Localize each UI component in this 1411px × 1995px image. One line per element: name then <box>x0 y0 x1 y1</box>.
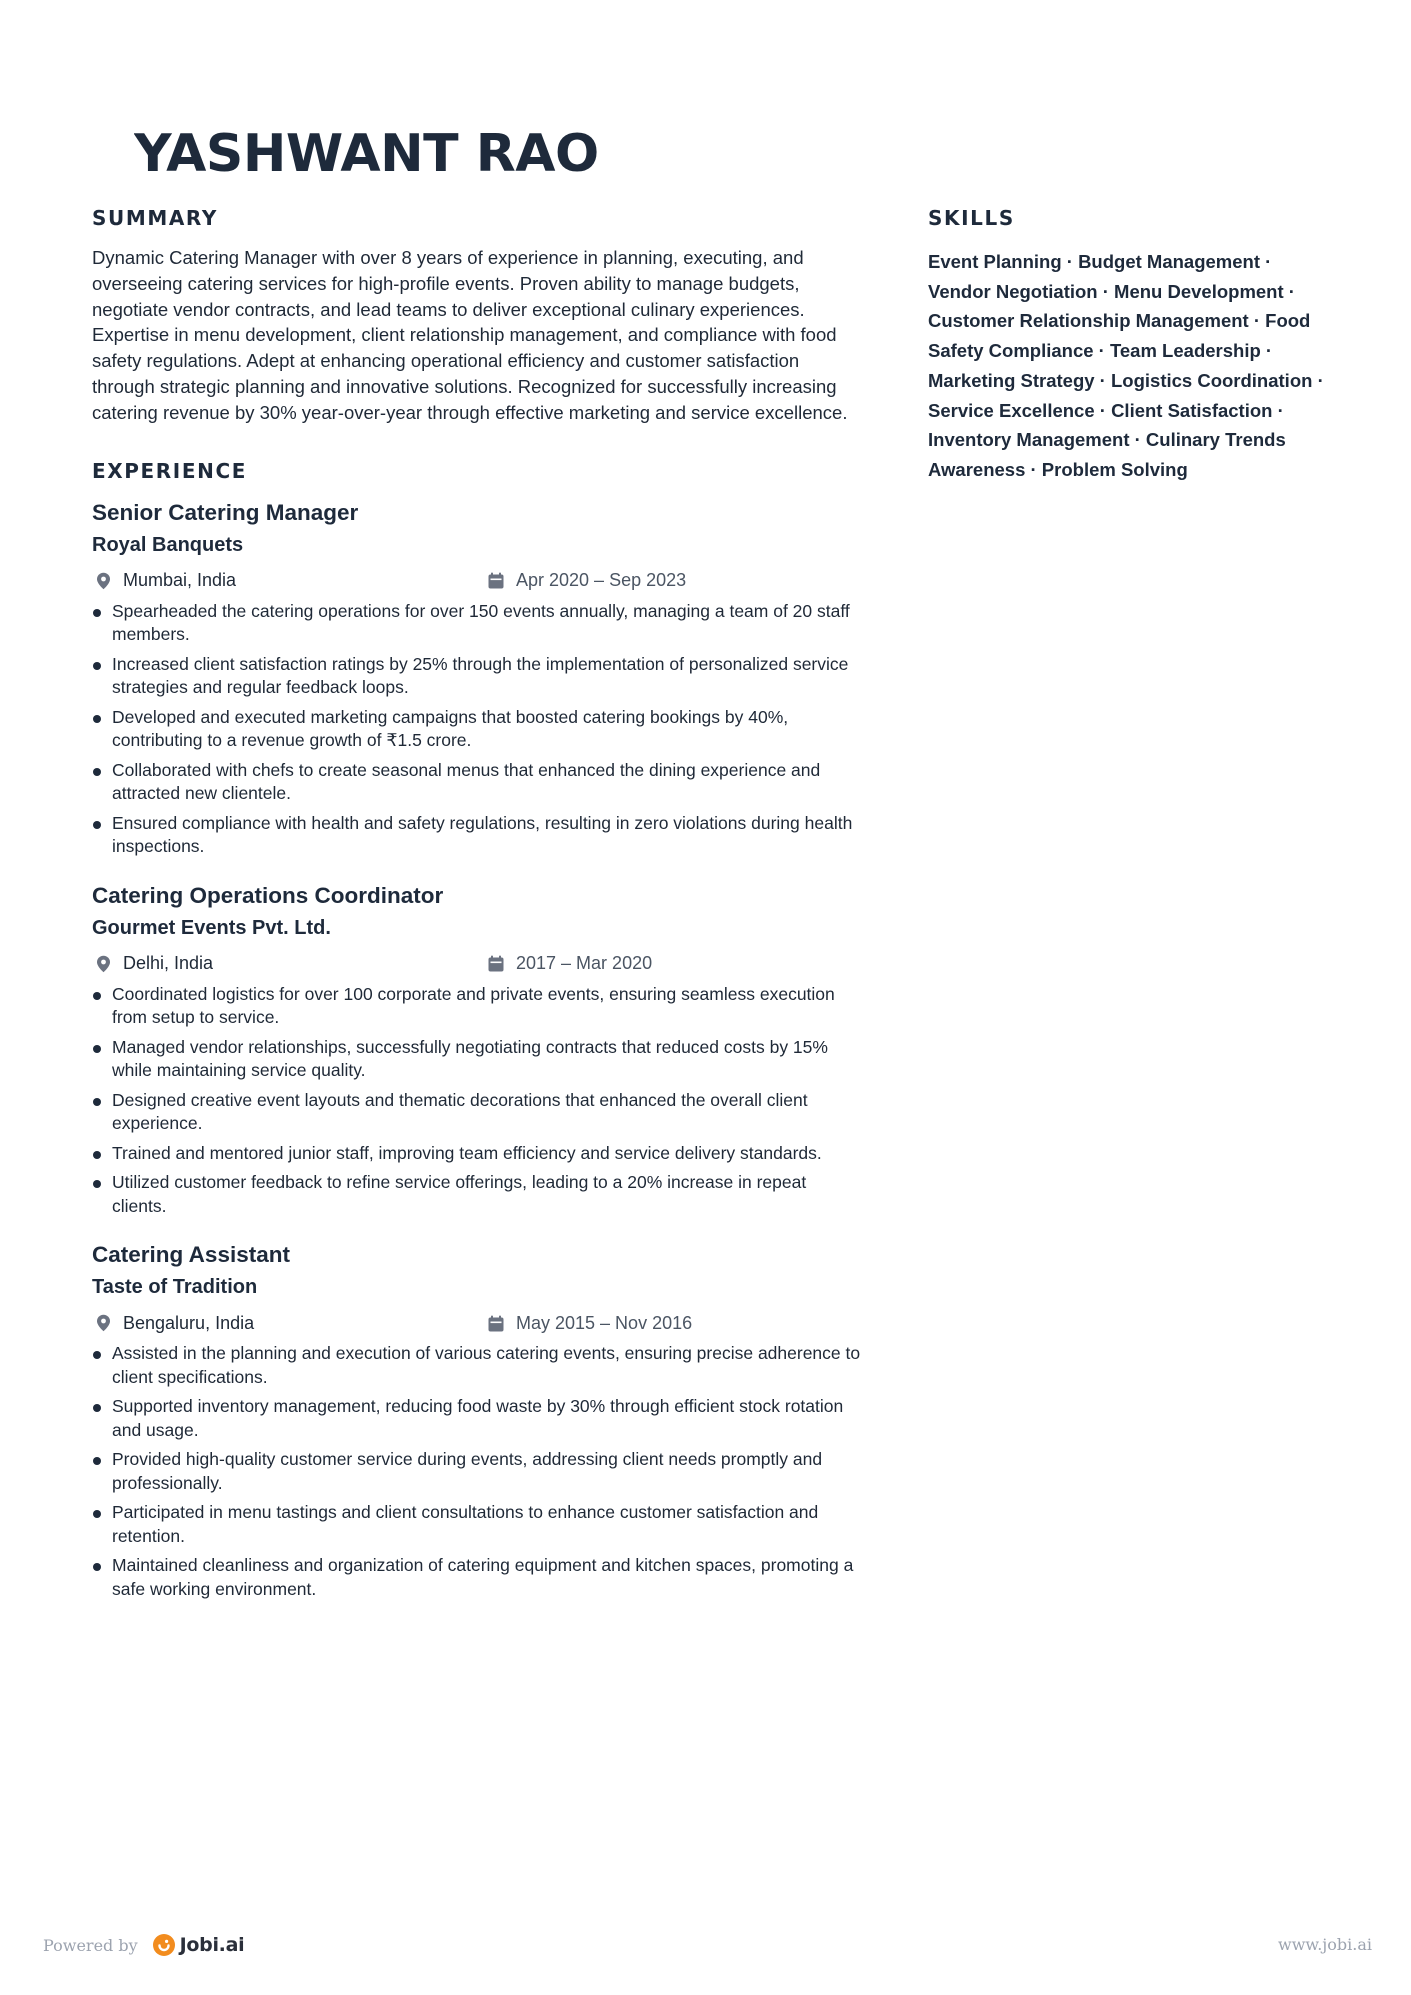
calendar-icon <box>488 572 504 589</box>
list-item: Collaborated with chefs to create seasonal menus that enhanced the dining experience and attracted new clientele. <box>92 759 862 806</box>
list-item: Designed creative event layouts and thematic decorations that enhanced the overall client experience. <box>92 1089 862 1136</box>
job-meta <box>92 949 862 979</box>
skills-heading: SKILLS <box>928 206 1015 230</box>
list-item: Ensured compliance with health and safety regulations, resulting in zero violations during health inspections. <box>92 812 862 859</box>
summary-text: Dynamic Catering Manager with over 8 years of experience in planning, executing, and overseeing catering services for high-profile events. Proven ability to manage budgets, negotiate vendor contracts, and lead teams to deliver exceptional culinary experiences. Expertise in menu development, client relationship management, and compliance with food safety regulations. Adept at enhancing operational efficiency and customer satisfaction through strategic planning and innovative solutions. Recognized for successfully increasing catering revenue by 30% year-over-year through effective marketing and service excellence. <box>92 247 848 423</box>
summary-heading: SUMMARY <box>92 206 218 230</box>
list-item: Assisted in the planning and execution of various catering events, ensuring precise adherence to client specifications. <box>92 1342 862 1389</box>
footer-url[interactable]: www.jobi.ai <box>1278 1935 1372 1954</box>
skills-list: Event Planning · Budget Management · Vendor Negotiation · Menu Development · Customer Relationship Management · Food Safety Compliance · Team Leadership · Marketing Strategy · Logistics Coordination · Service Excellence · Client Satisfaction · Inventory Management · Culinary Trends Awareness · Problem Solving <box>928 251 1324 480</box>
job-entry <box>92 1240 862 1601</box>
job-location <box>92 1313 488 1334</box>
job-meta <box>92 566 862 596</box>
powered-by-label: Powered by <box>43 1935 138 1955</box>
job-location <box>92 570 488 591</box>
list-item: Coordinated logistics for over 100 corporate and private events, ensuring seamless execution from setup to service. <box>92 983 862 1030</box>
company-name: Gourmet Events Pvt. Ltd. <box>92 916 331 939</box>
location-text: Mumbai, India <box>123 570 237 591</box>
list-item: Participated in menu tastings and client consultations to enhance customer satisfaction and retention. <box>92 1501 862 1548</box>
list-item: Spearheaded the catering operations for over 150 events annually, managing a team of 20 staff members. <box>92 600 862 647</box>
achievement-list <box>92 983 862 1219</box>
list-item: Supported inventory management, reducing food waste by 30% through efficient stock rotation and usage. <box>92 1395 862 1442</box>
calendar-icon <box>488 1315 504 1332</box>
list-item: Developed and executed marketing campaigns that boosted catering bookings by 40%, contributing to a revenue growth of ₹1.5 crore. <box>92 706 862 753</box>
list-item: Provided high-quality customer service during events, addressing client needs promptly and professionally. <box>92 1448 862 1495</box>
list-item: Increased client satisfaction ratings by 25% through the implementation of personalized service strategies and regular feedback loops. <box>92 653 862 700</box>
list-item: Trained and mentored junior staff, improving team efficiency and service delivery standards. <box>92 1142 862 1166</box>
job-title: Catering Operations Coordinator <box>92 882 444 908</box>
list-item: Utilized customer feedback to refine service offerings, leading to a 20% increase in repeat clients. <box>92 1171 862 1218</box>
job-title: Senior Catering Manager <box>92 499 359 525</box>
main-column <box>92 205 862 1607</box>
map-pin-icon <box>96 572 111 590</box>
location-text: Bengaluru, India <box>123 1312 255 1333</box>
job-meta <box>92 1308 862 1338</box>
date-range-text: May 2015 – Nov 2016 <box>516 1312 693 1333</box>
job-dates <box>488 953 652 974</box>
job-entry <box>92 881 862 1219</box>
jobi-logo-icon <box>152 1933 176 1957</box>
map-pin-icon <box>96 1314 111 1332</box>
company-name: Taste of Tradition <box>92 1276 258 1299</box>
job-dates <box>488 1313 692 1334</box>
sidebar-column <box>928 205 1328 485</box>
list-item: Managed vendor relationships, successfully negotiating contracts that reduced costs by 15% while maintaining service quality. <box>92 1036 862 1083</box>
skills-section <box>928 205 1328 485</box>
date-range-text: 2017 – Mar 2020 <box>516 953 653 974</box>
job-location <box>92 953 488 974</box>
achievement-list <box>92 600 862 859</box>
experience-heading: EXPERIENCE <box>92 458 247 483</box>
job-list <box>92 498 862 1602</box>
location-text: Delhi, India <box>123 953 214 974</box>
job-entry <box>92 498 862 859</box>
job-dates <box>488 570 686 591</box>
brand-logo[interactable] <box>152 1933 245 1957</box>
summary-section <box>92 205 862 426</box>
calendar-icon <box>488 955 504 972</box>
company-name: Royal Banquets <box>92 533 244 556</box>
date-range-text: Apr 2020 – Sep 2023 <box>516 570 687 591</box>
footer-branding <box>43 1930 244 1960</box>
brand-name: Jobi.ai <box>179 1934 245 1956</box>
experience-section <box>92 458 862 1602</box>
candidate-name: YASHWANT RAO <box>134 128 599 182</box>
achievement-list <box>92 1342 862 1601</box>
list-item: Maintained cleanliness and organization of catering equipment and kitchen spaces, promoting a safe working environment. <box>92 1554 862 1601</box>
map-pin-icon <box>96 955 111 973</box>
job-title: Catering Assistant <box>92 1242 290 1268</box>
